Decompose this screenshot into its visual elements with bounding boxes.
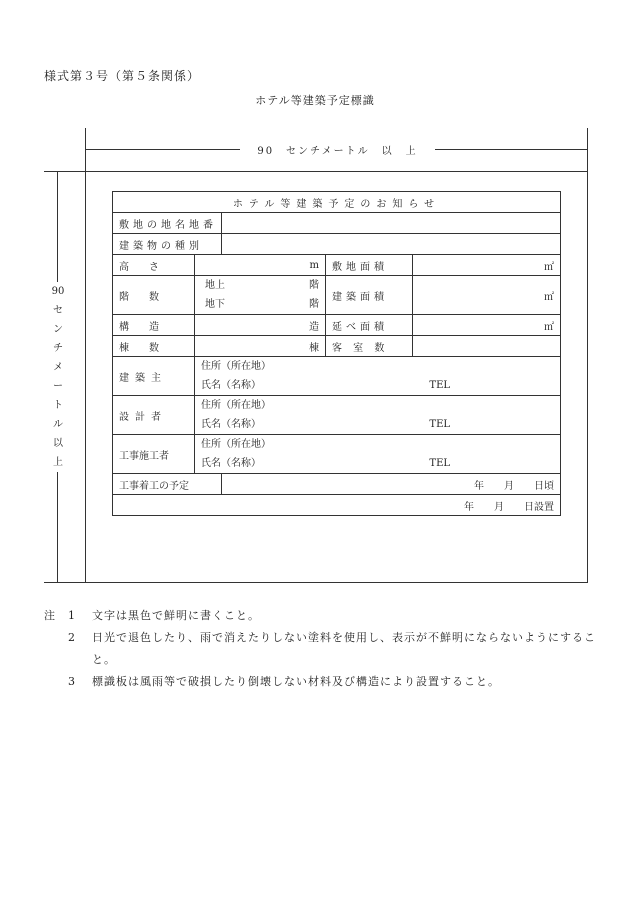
floors-label: 階 数 [113, 276, 195, 315]
height-unit: m [195, 255, 326, 276]
site-address-value [222, 213, 561, 234]
site-address-label: 敷地の地名地番 [113, 213, 222, 234]
owner-value [195, 357, 561, 396]
width-dimension-label: 90 センチメートル 以 上 [240, 142, 435, 157]
frame-bottom-edge [44, 582, 588, 583]
height-dimension-label: 90 セ ン チ メ ー ト ル 以 上 [48, 282, 68, 472]
table-heading: ホテル等建築予定のお知らせ [113, 192, 561, 213]
note-item: 注 1 文字は黒色で鮮明に書くこと。 [44, 605, 604, 627]
owner-label: 建築主 [113, 357, 195, 396]
contractor-name-row: 氏名（名称） TEL [201, 458, 451, 469]
frame-top-edge [44, 171, 588, 172]
frame-right-edge [587, 128, 588, 583]
designer-address: 住所（所在地） [201, 400, 271, 411]
start-label: 工事着工の予定 [113, 474, 222, 495]
site-area-label: 敷地面積 [326, 255, 413, 276]
rooms-value [413, 336, 561, 357]
structure-label: 構 造 [113, 315, 195, 336]
start-date: 年 月 日頃 [222, 474, 561, 495]
floor-area-unit: ㎡ [413, 315, 561, 336]
page-title: ホテル等建築予定標識 [255, 94, 375, 107]
building-type-value [222, 234, 561, 255]
note-item: 2 日光で退色したり、雨で消えたりしない塗料を使用し、表示が不鮮明にならないようにすること。 [68, 631, 596, 666]
site-area-unit: ㎡ [413, 255, 561, 276]
designer-name-row: 氏名（名称） TEL [201, 419, 451, 430]
designer-value [195, 396, 561, 435]
buildings-unit: 棟 [195, 336, 326, 357]
building-area-unit: ㎡ [413, 276, 561, 315]
designer-label: 設計者 [113, 396, 195, 435]
notes-head: 注 [44, 609, 56, 622]
notes [44, 605, 604, 693]
floors-below-row: 地下 階 [205, 299, 319, 310]
note-item: 3 標識板は風雨等で破損したり倒壊しない材料及び構造により設置すること。 [68, 675, 500, 688]
floors-value [195, 276, 326, 315]
contractor-value [195, 435, 561, 474]
structure-unit: 造 [195, 315, 326, 336]
contractor-label: 工事施工者 [113, 435, 195, 474]
owner-name-row: 氏名（名称） TEL [201, 380, 451, 391]
building-area-label: 建築面積 [326, 276, 413, 315]
building-type-label: 建築物の種別 [113, 234, 222, 255]
contractor-address: 住所（所在地） [201, 439, 271, 450]
floor-area-label: 延べ面積 [326, 315, 413, 336]
owner-address: 住所（所在地） [201, 361, 271, 372]
height-label: 高 さ [113, 255, 195, 276]
rooms-label: 客 室 数 [326, 336, 413, 357]
form-number: 様式第３号（第５条関係） [44, 69, 201, 83]
floors-above-row: 地上 階 [205, 280, 319, 291]
install-date: 年 月 日設置 [113, 495, 561, 516]
buildings-label: 棟 数 [113, 336, 195, 357]
sign-table [112, 191, 561, 516]
frame-left-edge [85, 128, 86, 583]
